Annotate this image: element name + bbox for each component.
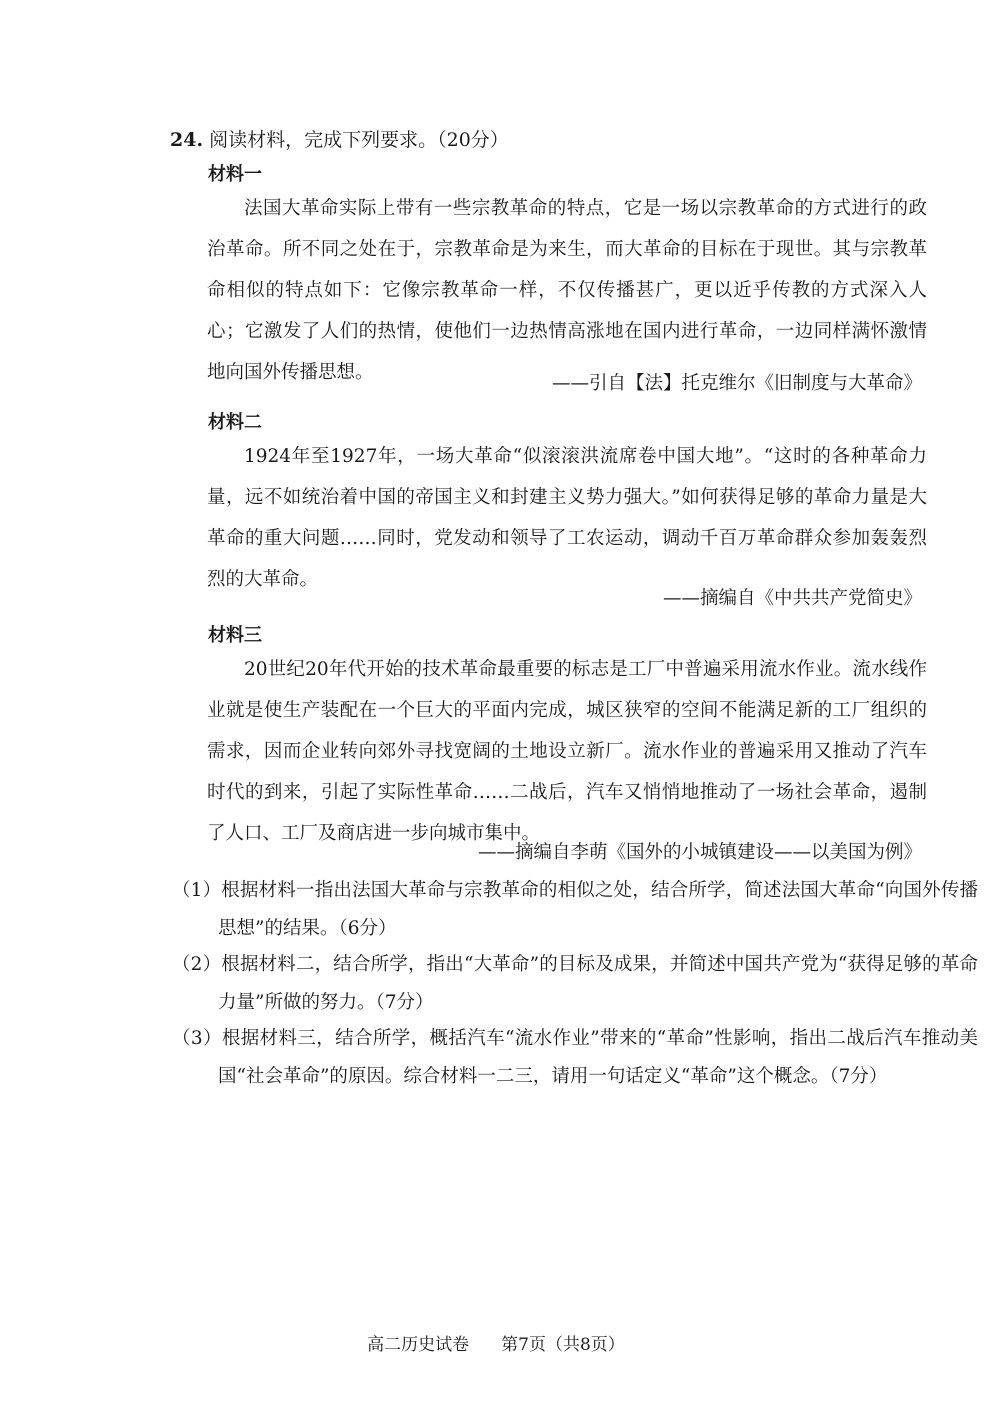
- material-3-source: ——摘编自李萌《国外的小城镇建设——以美国为例》: [477, 842, 922, 863]
- material-2-source: ——摘编自《中共共产党简史》: [662, 588, 922, 609]
- sub-question-3: （3）根据材料三，结合所学，概括汽车“流水作业”带来的“革命”性影响，指出二战后汽车推动美国“社会革命”的原因。综合材料一二三，请用一句话定义“革命”这个概念。（7分）: [172, 1028, 978, 1087]
- question-number: 24.: [170, 129, 204, 151]
- material-2-text: 1924年至1927年，一场大革命“似滚滚洪流席卷中国大地”。“这时的各种革命力量，远不如统治着中国的帝国主义和封建主义势力强大。”如何获得足够的革命力量是大革命的重大问题……同时，党发动和领导了工农运动，调动千百万革命群众参加轰轰烈烈的大革命。: [207, 446, 927, 590]
- page-footer: [0, 1333, 992, 1357]
- material-3-text: 20世纪20年代开始的技术革命最重要的标志是工厂中普遍采用流水作业。流水线作业就是使生产装配在一个巨大的平面内完成，城区狭窄的空间不能满足新的工厂组织的需求，因而企业转向郊外寻找宽阔的土地设立新厂。流水作业的普遍采用又推动了汽车时代的到来，引起了实际性革命……二战后，汽车又悄悄地推动了一场社会革命，遏制了人口、工厂及商店进一步向城市集中。: [207, 659, 927, 844]
- sub-question-1: （1）根据材料一指出法国大革命与宗教革命的相似之处，结合所学，简述法国大革命“向国外传播思想”的结果。（6分）: [172, 880, 978, 939]
- sub-question-2: （2）根据材料二，结合所学，指出“大革命”的目标及成果，并简述中国共产党为“获得足够的革命力量”所做的努力。（7分）: [172, 954, 978, 1013]
- footer-page-number: 第7页（共8页）: [501, 1335, 625, 1355]
- material-1-text: 法国大革命实际上带有一些宗教革命的特点，它是一场以宗教革命的方式进行的政治革命。所不同之处在于，宗教革命是为来生，而大革命的目标在于现世。其与宗教革命相似的特点如下：它像宗教革命一样，不仅传播甚广，更以近乎传教的方式深入人心；它激发了人们的热情，使他们一边热情高涨地在国内进行革命，一边同样满怀激情地向国外传播思想。: [207, 198, 927, 383]
- question-title: [170, 127, 509, 153]
- footer-subject: 高二历史试卷: [367, 1335, 470, 1355]
- question-prompt: 阅读材料，完成下列要求。（20分）: [209, 129, 509, 151]
- material-2-heading: 材料二: [208, 412, 262, 433]
- material-3-heading: 材料三: [208, 625, 262, 646]
- material-1-source: ——引自【法】托克维尔《旧制度与大革命》: [551, 373, 922, 394]
- material-1-heading: 材料一: [208, 164, 262, 185]
